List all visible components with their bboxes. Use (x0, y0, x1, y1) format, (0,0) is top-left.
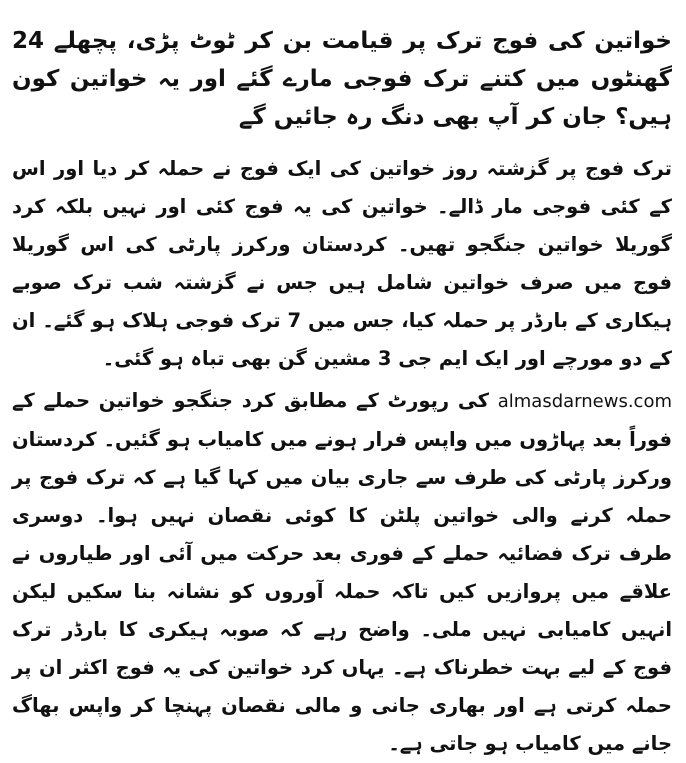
article-paragraph-2-text: کی رپورٹ کے مطابق کرد جنگجو خواتین حملے کے فوراً بعد پہاڑوں میں واپس فرار ہونے میں کامیاب ہو گئیں۔ کردستان ورکرز پارٹی کی طرف سے جاری بیان میں کہا گیا ہے کہ ترک فوج پر حملہ کرنے والی خواتین پلٹن کا کوئی نقصان نہیں ہوا۔ دوسری طرف ترک فضائیہ حملے کے فوری بعد حرکت میں آئی اور طیاروں نے علاقے میں پروازیں کیں تاکہ حملہ آوروں کو نشانہ بنا سکیں لیکن انہیں کامیابی نہیں ملی۔ واضح رہے کہ صوبہ ہیکری کا بارڈر ترک فوج کے لیے بہت خطرناک ہے۔ یہاں کرد خواتین کی یہ فوج اکثر ان پر حملہ کرتی ہے اور بھاری جانی و مالی نقصان پہنچا کر واپس بھاگ جانے میں کامیاب ہو جاتی ہے۔ (12, 389, 672, 755)
source-site-name: almasdarnews.com (497, 391, 672, 412)
article-paragraph-2 (12, 382, 672, 763)
article-paragraph-1: ترک فوج پر گزشتہ روز خواتین کی ایک فوج نے حملہ کر دیا اور اس کے کئی فوجی مار ڈالے۔ خواتین کی یہ فوج کئی اور نہیں بلکہ کرد گوریلا خواتین جنگجو تھیں۔ کردستان ورکرز پارٹی کی اس گوریلا فوج میں صرف خواتین شامل ہیں جس نے گزشتہ شب ترک صوبے ہیکاری کے بارڈر پر حملہ کیا، جس میں 7 ترک فوجی ہلاک ہو گئے۔ ان کے دو مورچے اور ایک ایم جی 3 مشین گن بھی تباہ ہو گئی۔ (12, 157, 672, 370)
article-headline: خواتین کی فوج ترک پر قیامت بن کر ٹوٹ پڑی، پچھلے 24 گھنٹوں میں کتنے ترک فوجی مارے گئے اور یہ خواتین کون ہیں؟ جان کر آپ بھی دنگ رہ جائیں گے (12, 28, 672, 130)
